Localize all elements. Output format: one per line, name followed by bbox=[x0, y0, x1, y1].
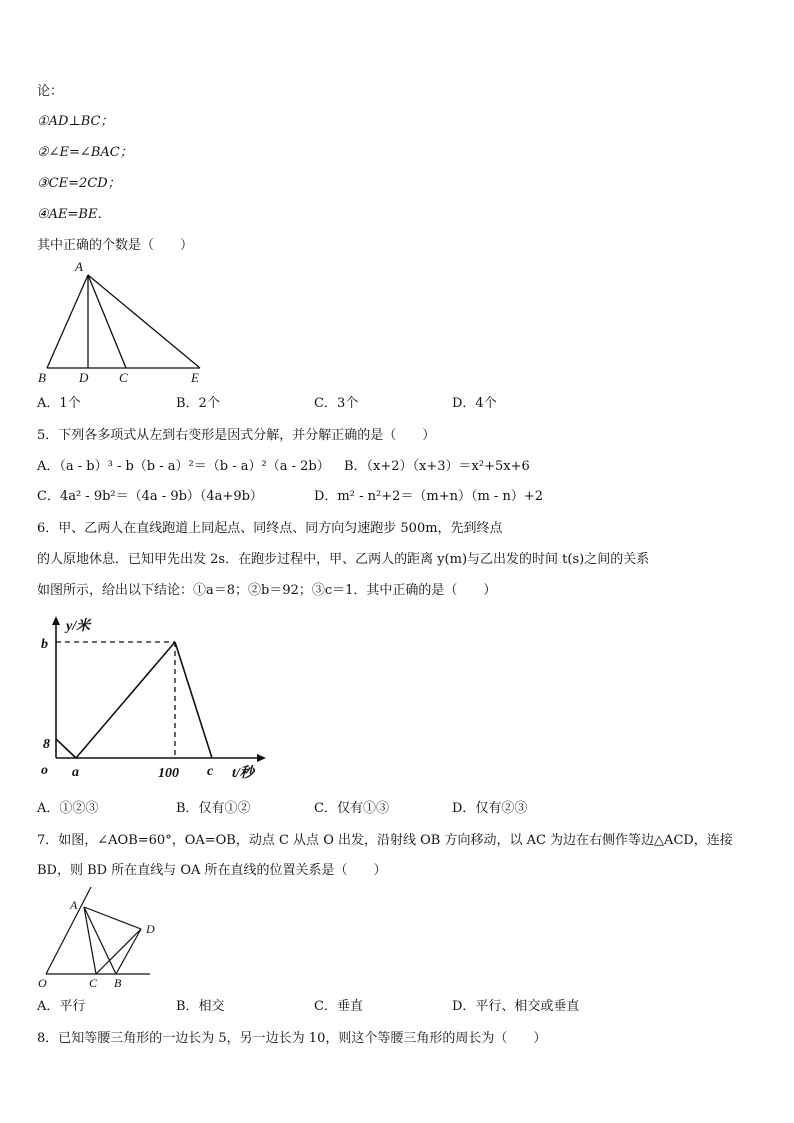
q6-x-axis-label: t/秒 bbox=[232, 766, 254, 781]
q6-line-1: 6．甲、乙两人在直线跑道上同起点、同终点、同方向匀速跑步 500m，先到终点 bbox=[37, 521, 503, 536]
q4-option-c: C．3个 bbox=[314, 396, 359, 411]
q7-line-2: BD，则 BD 所在直线与 OA 所在直线的位置关系是（ ） bbox=[37, 863, 387, 878]
q4-option-d: D．4个 bbox=[452, 396, 497, 411]
q6-option-a: A．①②③ bbox=[37, 801, 99, 816]
q4-triangle-figure bbox=[30, 258, 215, 388]
q7-option-a: A．平行 bbox=[37, 999, 86, 1014]
q4-conclusion-3: ③CE=2CD； bbox=[37, 176, 121, 191]
q4-prompt: 其中正确的个数是（ ） bbox=[37, 238, 194, 253]
q7-label-b: B bbox=[114, 976, 122, 990]
q4-conclusion-1: ①AD⊥BC； bbox=[37, 114, 114, 129]
q6-option-b: B．仅有①② bbox=[176, 801, 251, 816]
q6-label-c: c bbox=[207, 764, 214, 779]
q7-equilateral-figure bbox=[30, 882, 160, 994]
q7-line-1: 7．如图，∠AOB=60°，OA=OB，动点 C 从点 O 出发，沿射线 OB 方向移动，以 AC 为边在右侧作等边△ACD，连接 bbox=[37, 833, 733, 848]
q4-label-d: D bbox=[79, 370, 89, 385]
q4-label-b: B bbox=[38, 370, 46, 385]
q7-option-b: B．相交 bbox=[176, 999, 225, 1014]
q7-option-c: C．垂直 bbox=[314, 999, 363, 1014]
q5-stem: 5．下列各多项式从左到右变形是因式分解，并分解正确的是（ ） bbox=[37, 428, 436, 443]
q6-label-100: 100 bbox=[158, 766, 179, 781]
q4-option-a: A．1个 bbox=[37, 396, 81, 411]
q6-label-origin: o bbox=[41, 763, 48, 778]
q6-label-a: a bbox=[72, 765, 79, 780]
q6-y-axis-label: y/米 bbox=[66, 619, 91, 634]
q5-option-d: D．m² - n²+2＝（m+n）（m - n）+2 bbox=[314, 489, 543, 504]
q5-option-a: A．（a - b）³ - b（b - a）²＝（b - a）²（a - 2b） bbox=[37, 459, 330, 474]
q4-label-e: E bbox=[191, 370, 199, 385]
q6-label-b: b bbox=[41, 637, 48, 652]
q6-option-d: D．仅有②③ bbox=[452, 801, 528, 816]
q5-option-b: B．（x+2）（x+3）＝x²+5x+6 bbox=[344, 459, 530, 474]
q7-label-c: C bbox=[89, 976, 98, 990]
q7-label-a: A bbox=[70, 898, 78, 912]
q4-option-b: B．2个 bbox=[176, 396, 220, 411]
q4-label-c: C bbox=[119, 370, 128, 385]
q6-line-3: 如图所示，给出以下结论：①a＝8；②b＝92；③c＝1．其中正确的是（ ） bbox=[37, 583, 497, 598]
q6-label-8: 8 bbox=[43, 737, 50, 752]
q4-intro-text: 论： bbox=[37, 84, 64, 99]
q7-label-d: D bbox=[146, 922, 155, 936]
q4-conclusion-2: ②∠E=∠BAC； bbox=[37, 145, 133, 160]
q4-conclusion-4: ④AE=BE． bbox=[37, 207, 111, 222]
q7-label-o: O bbox=[38, 976, 47, 990]
q4-label-a: A bbox=[75, 259, 83, 274]
q6-option-c: C．仅有①③ bbox=[314, 801, 389, 816]
q6-distance-time-graph bbox=[30, 612, 270, 784]
q7-option-d: D．平行、相交或垂直 bbox=[452, 999, 580, 1014]
q6-line-2: 的人原地休息．已知甲先出发 2s．在跑步过程中，甲、乙两人的距离 y(m)与乙出发的时间 t(s)之间的关系 bbox=[37, 552, 650, 567]
q5-option-c: C．4a² - 9b²＝（4a - 9b）（4a+9b） bbox=[37, 489, 263, 504]
q8-stem: 8．已知等腰三角形的一边长为 5，另一边长为 10，则这个等腰三角形的周长为（ ） bbox=[37, 1031, 547, 1046]
